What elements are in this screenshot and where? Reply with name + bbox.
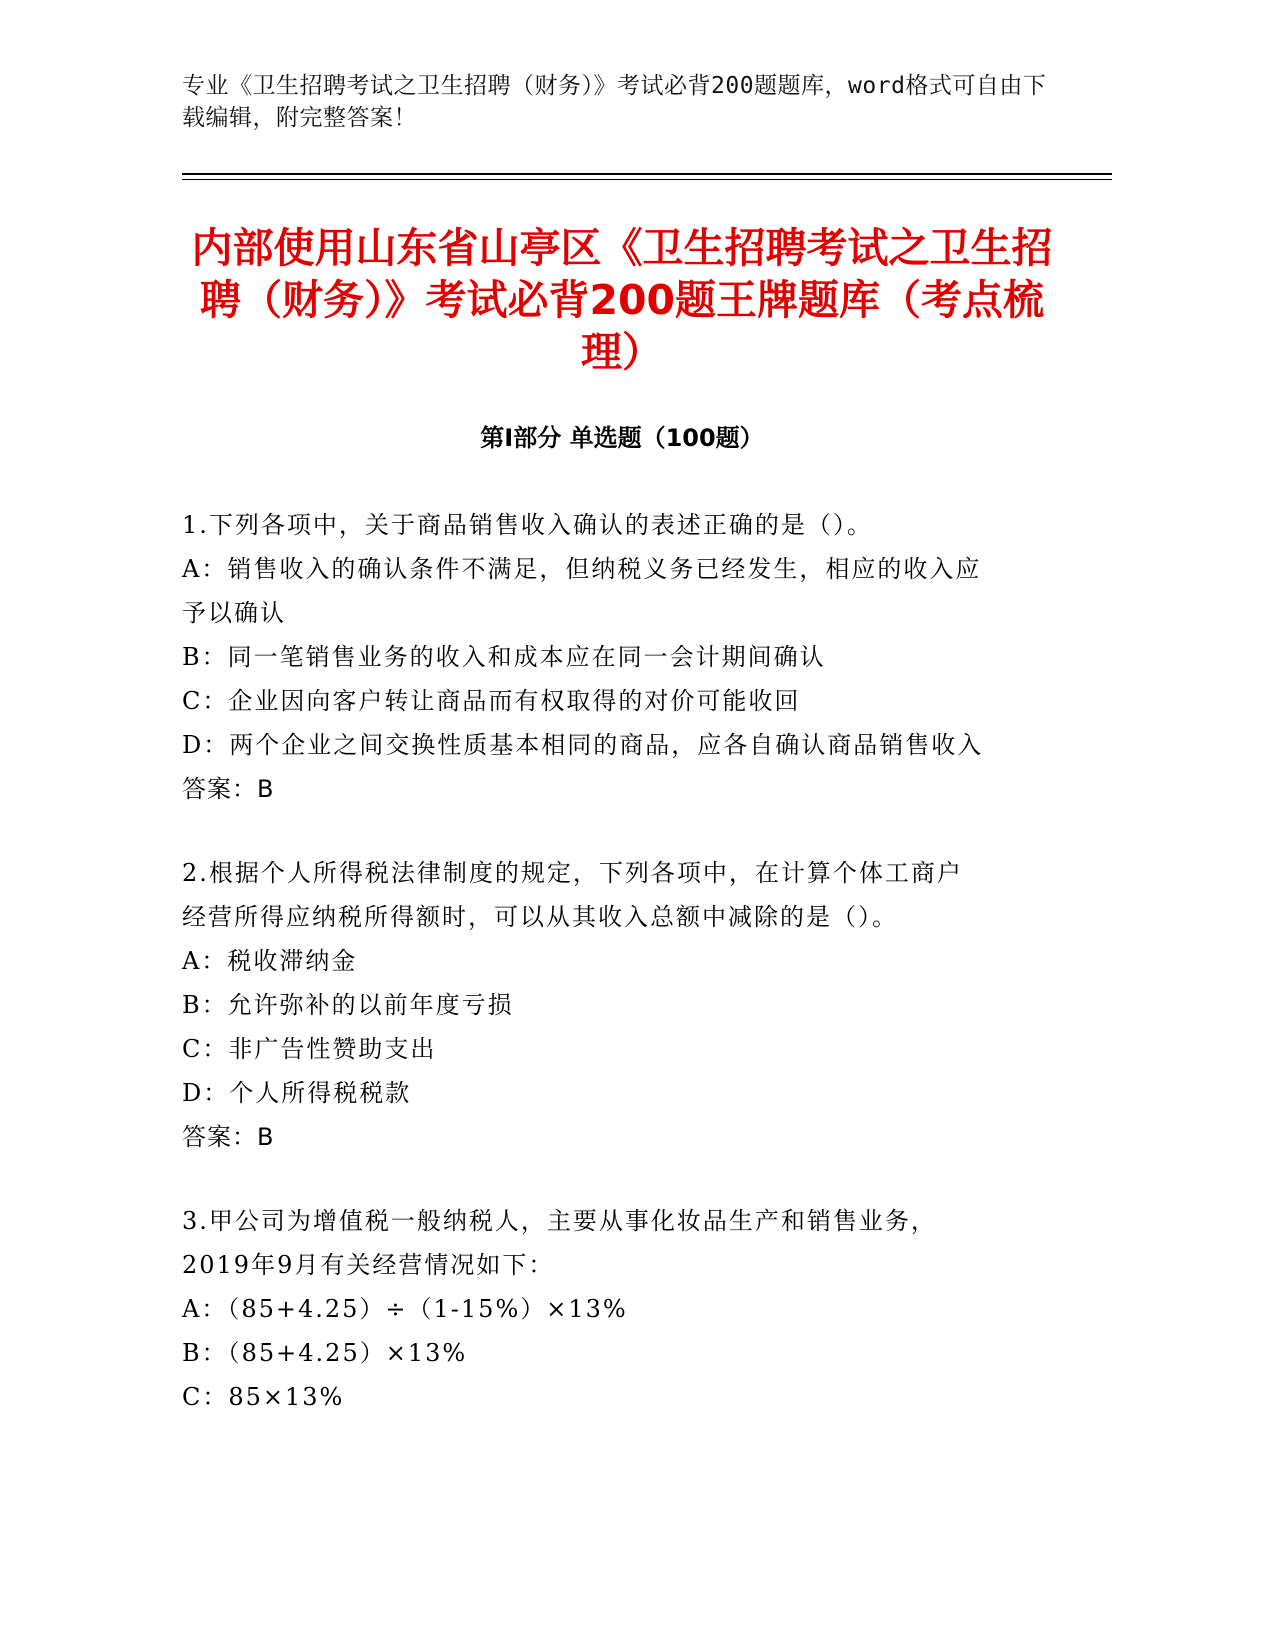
question-2 xyxy=(182,851,1062,1159)
answer: 答案：B xyxy=(182,1123,275,1151)
option-a-line-1: A：销售收入的确认条件不满足，但纳税义务已经发生，相应的收入应 xyxy=(182,555,982,583)
header-note: 专业《卫生招聘考试之卫生招聘（财务）》考试必背200题题库，word格式可自由下载编辑，附完整答案！ xyxy=(182,73,1047,131)
option-c: C：非广告性赞助支出 xyxy=(182,1035,437,1063)
option-b: B：同一笔销售业务的收入和成本应在同一会计期间确认 xyxy=(182,643,826,671)
document-title: 内部使用山东省山亭区《卫生招聘考试之卫生招聘（财务）》考试必背200题王牌题库（考点梳理） xyxy=(191,224,1053,376)
option-b: B：（85+4.25）×13% xyxy=(182,1339,468,1367)
question-stem-line-2: 2019年9月有关经营情况如下： xyxy=(182,1251,555,1279)
option-d: D：个人所得税税款 xyxy=(182,1079,412,1107)
option-c: C：企业因向客户转让商品而有权取得的对价可能收回 xyxy=(182,687,801,715)
header-rule-thin xyxy=(182,179,1112,180)
option-b: B：允许弥补的以前年度亏损 xyxy=(182,991,514,1019)
question-stem-line: 1.下列各项中，关于商品销售收入确认的表述正确的是（）。 xyxy=(182,511,873,539)
question-3 xyxy=(182,1199,1062,1419)
option-c: C：85×13% xyxy=(182,1383,345,1411)
section-title: 第Ⅰ部分 单选题（100题） xyxy=(480,424,764,452)
header-rule-thick xyxy=(182,173,1112,175)
question-stem-line-1: 2.根据个人所得税法律制度的规定，下列各项中，在计算个体工商户 xyxy=(182,859,963,887)
option-a: A：税收滞纳金 xyxy=(182,947,358,975)
option-d: D：两个企业之间交换性质基本相同的商品，应各自确认商品销售收入 xyxy=(182,731,984,759)
answer: 答案：B xyxy=(182,775,275,803)
question-stem-line-2: 经营所得应纳税所得额时，可以从其收入总额中减除的是（）。 xyxy=(182,903,898,931)
question-1 xyxy=(182,503,1062,811)
option-a: A：（85+4.25）÷（1-15%）×13% xyxy=(182,1295,628,1323)
question-stem-line-1: 3.甲公司为增值税一般纳税人，主要从事化妆品生产和销售业务， xyxy=(182,1207,937,1235)
option-a-line-2: 予以确认 xyxy=(182,599,286,627)
